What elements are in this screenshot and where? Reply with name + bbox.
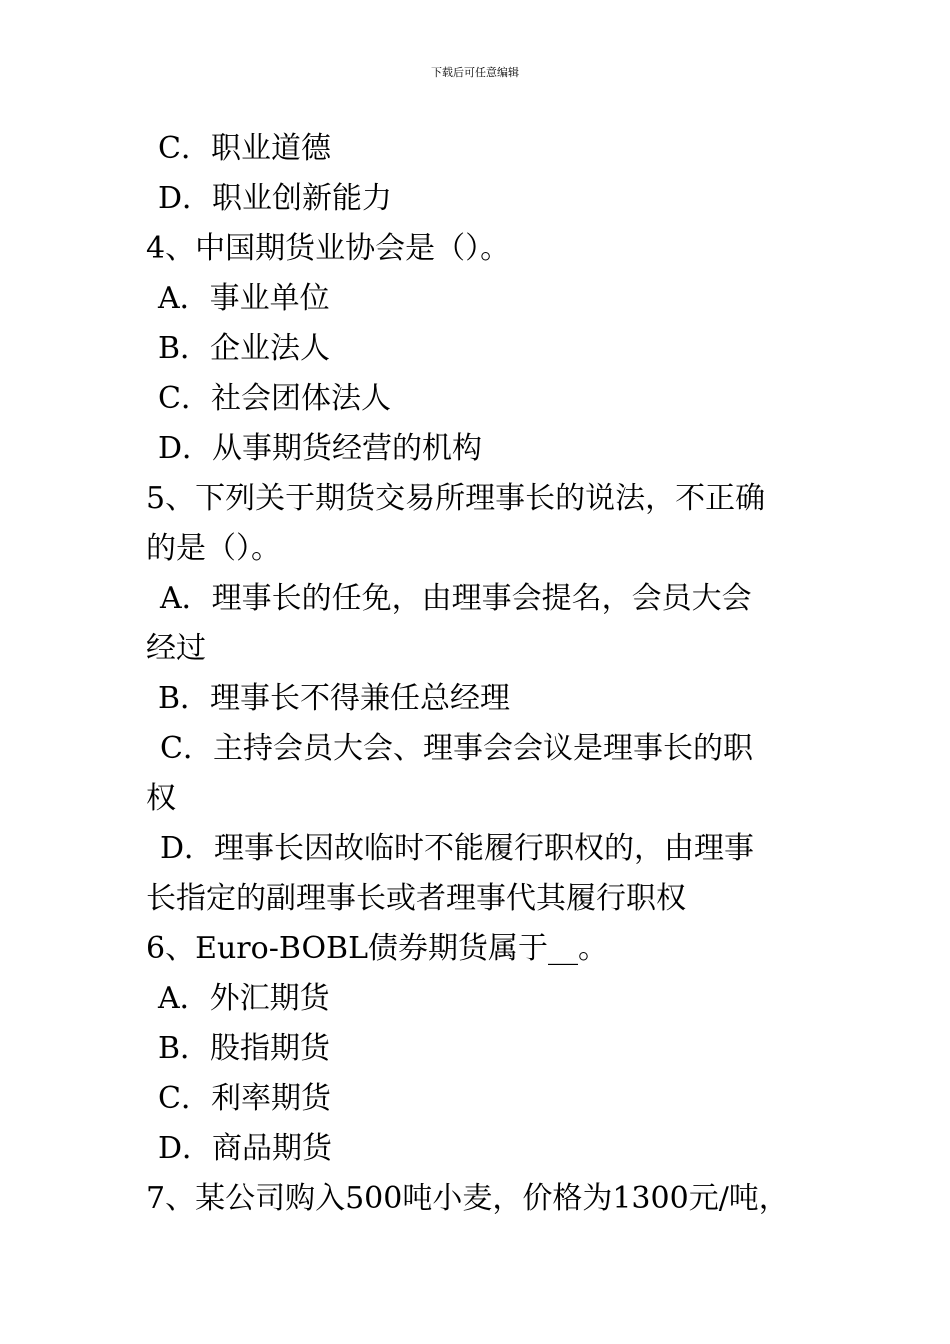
question-5-option-c-continued: 权 [146,781,176,816]
question-4-option-d: D．从事期货经营的机构 [158,431,483,466]
question-4-option-a: A．事业单位 [158,281,330,316]
question-6-stem: 6、Euro-BOBL债券期货属于__。 [146,931,609,966]
question-5-option-c: C．主持会员大会、理事会会议是理事长的职 [160,731,753,766]
question-5-option-b: B．理事长不得兼任总经理 [158,681,511,716]
page-header: 下载后可任意编辑 [431,66,519,79]
question-5-option-a: A．理事长的任免，由理事会提名，会员大会 [160,581,752,616]
question-7-stem: 7、某公司购入500吨小麦，价格为1300元/吨， [146,1181,789,1216]
question-6-option-a: A．外汇期货 [158,981,330,1016]
question-3-option-d: D．职业创新能力 [158,181,393,216]
question-5-stem-continued: 的是（）。 [146,531,281,566]
question-6-option-d: D．商品期货 [158,1131,333,1166]
question-5-option-d: D．理事长因故临时不能履行职权的，由理事 [160,831,755,866]
question-6-option-b: B．股指期货 [158,1031,331,1066]
question-3-option-c: C．职业道德 [158,131,331,166]
question-4-option-c: C．社会团体法人 [158,381,391,416]
document-body [146,124,821,1224]
question-4-option-b: B．企业法人 [158,331,331,366]
question-5-stem: 5、下列关于期货交易所理事长的说法，不正确 [146,481,766,516]
question-4-stem: 4、中国期货业协会是（）。 [146,231,511,266]
question-5-option-d-continued: 长指定的副理事长或者理事代其履行职权 [146,881,686,916]
question-6-option-c: C．利率期货 [158,1081,331,1116]
question-5-option-a-continued: 经过 [146,631,206,666]
